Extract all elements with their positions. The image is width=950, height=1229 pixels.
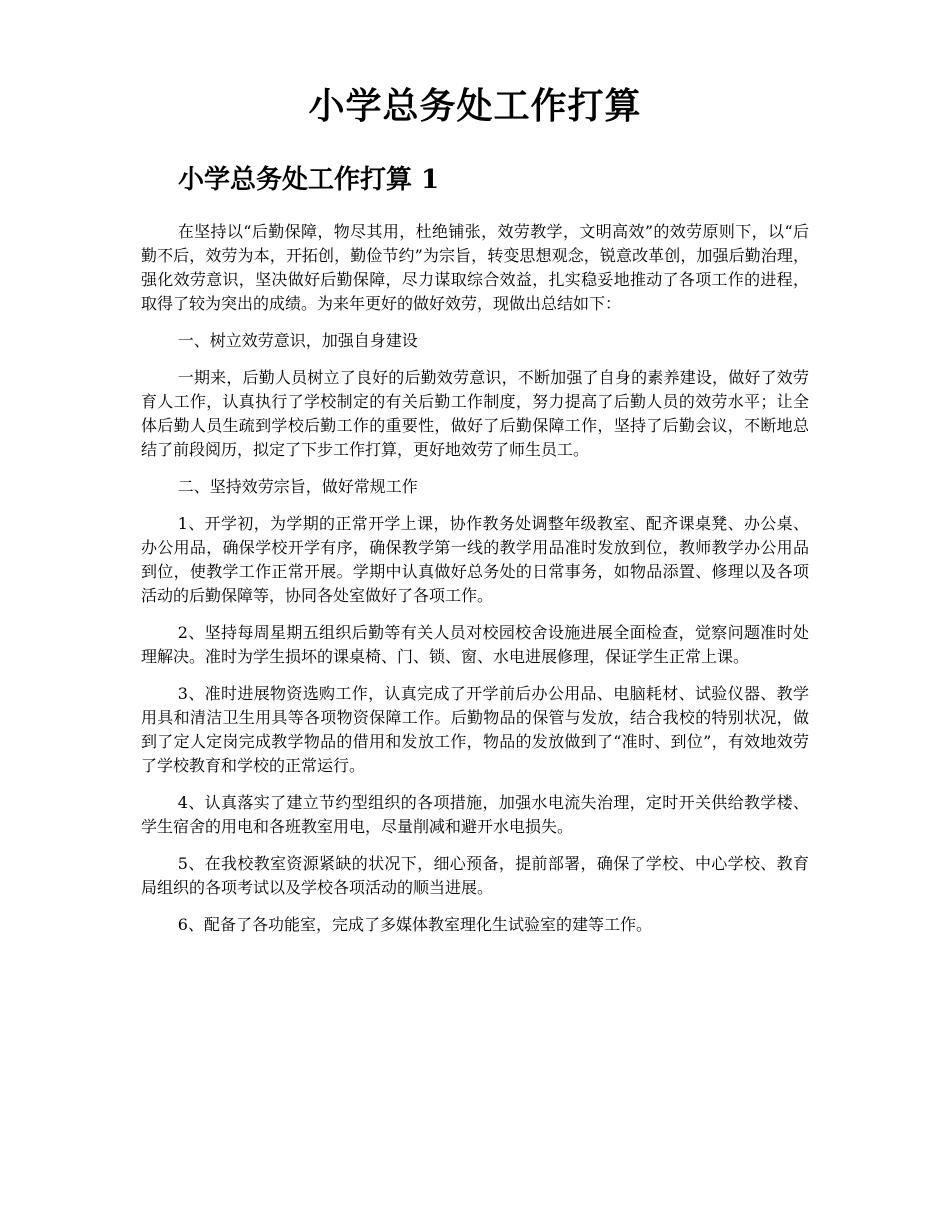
list-item: 3、准时进展物资选购工作，认真完成了开学前后办公用品、电脑耗材、试验仪器、教学用具和清洁卫生用具等各项物资保障工作。后勤物品的保管与发放，结合我校的特别状况，做到了定人定岗完成教学物品的借用和发放工作，物品的发放做到了“准时、到位”，有效地效劳了学校教育和学校的正常运行。 (141, 684, 809, 775)
heading-one: 一、树立效劳意识，加强自身建设 (177, 331, 418, 350)
heading-two: 二、坚持效劳宗旨，做好常规工作 (177, 477, 418, 496)
intro-paragraph: 在坚持以“后勤保障，物尽其用，杜绝铺张，效劳教学，文明高效”的效劳原则下，以“后勤不后，效劳为本，开拓创，勤俭节约”为宗旨，转变思想观念，锐意改革创，加强后勤治理，强化效劳意识，坚决做好后勤保障，尽力谋取综合效益，扎实稳妥地推动了各项工作的进程，取得了较为突出的成绩。为来年更好的做好效劳，现做出总结如下： (141, 222, 809, 313)
list-item: 5、在我校教室资源紧缺的状况下，细心预备，提前部署，确保了学校、中心学校、教育局组织的各项考试以及学校各项活动的顺当进展。 (141, 854, 809, 897)
document-body (141, 220, 809, 950)
paragraph: 一期来，后勤人员树立了良好的后勤效劳意识，不断加强了自身的素养建设，做好了效劳育人工作，认真执行了学校制定的有关后勤工作制度，努力提高了后勤人员的效劳水平；让全体后勤人员生疏到学校后勤工作的重要性，做好了后勤保障工作，坚持了后勤会议，不断地总结了前段阅历，拟定了下步工作打算，更好地效劳了师生员工。 (141, 368, 809, 459)
list-item: 1、开学初，为学期的正常开学上课，协作教务处调整年级教室、配齐课桌凳、办公桌、办公用品，确保学校开学有序，确保教学第一线的教学用品准时发放到位，教师教学办公用品到位，使教学工作正常开展。学期中认真做好总务处的日常事务，如物品添置、修理以及各项活动的后勤保障等，协同各处室做好了各项工作。 (141, 514, 809, 605)
list-item: 2、坚持每周星期五组织后勤等有关人员对校园校舍设施进展全面检查，觉察问题准时处理解决。准时为学生损坏的课桌椅、门、锁、窗、水电进展修理，保证学生正常上课。 (141, 623, 809, 666)
list-item: 4、认真落实了建立节约型组织的各项措施，加强水电流失治理，定时开关供给教学楼、学生宿舍的用电和各班教室用电，尽量削减和避开水电损失。 (141, 793, 809, 836)
document-title: 小学总务处工作打算 (308, 85, 642, 127)
list-item: 6、配备了各功能室，完成了多媒体教室理化生试验室的建等工作。 (177, 915, 652, 934)
section-heading: 小学总务处工作打算 1 (178, 165, 440, 195)
